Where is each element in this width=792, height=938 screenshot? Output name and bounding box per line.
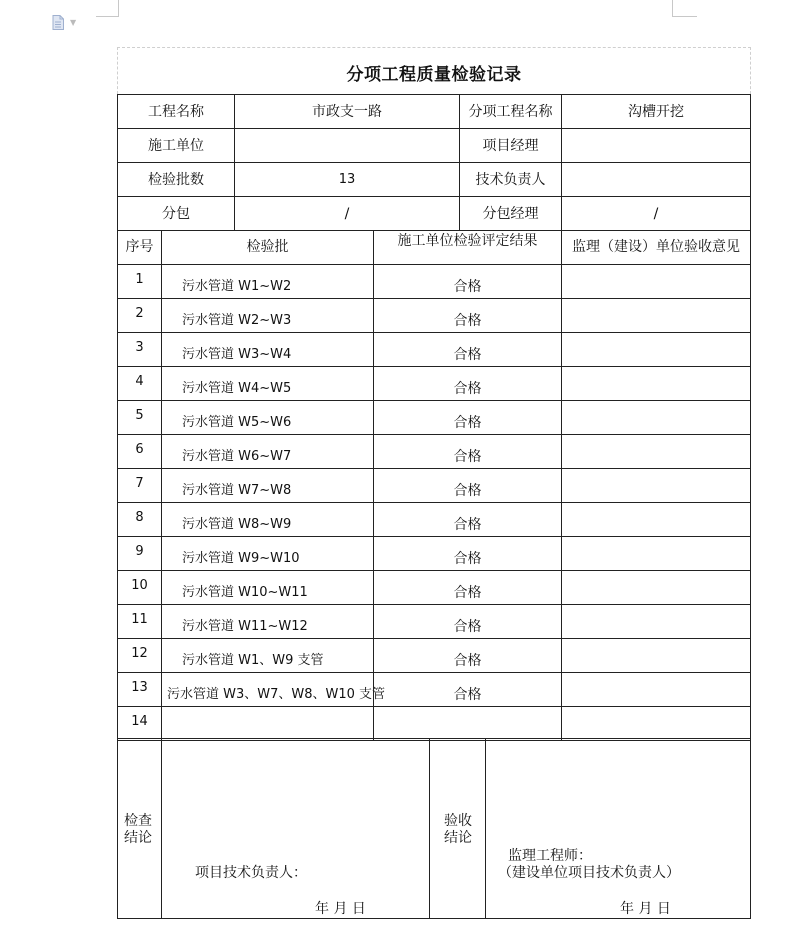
row-seq-cell: [117, 264, 162, 299]
row-opinion-cell[interactable]: [561, 434, 751, 469]
subcontract-value-cell[interactable]: [234, 196, 460, 231]
row-batch-cell[interactable]: [161, 332, 374, 367]
row-seq: 10: [131, 578, 148, 593]
subcontract-label: 分包: [162, 206, 190, 222]
row-opinion-cell[interactable]: [561, 604, 751, 639]
row-result-cell[interactable]: [373, 468, 562, 503]
row-batch: 污水管道 W11~W12: [182, 619, 308, 634]
row-result: 合格: [453, 619, 482, 635]
construction-unit-label: 施工单位: [148, 138, 204, 154]
row-batch-cell[interactable]: [161, 434, 374, 469]
accept-conclusion-cell[interactable]: [485, 738, 751, 919]
accept-conclusion-label-cell: [429, 738, 486, 919]
subproject-name-value-cell[interactable]: [561, 94, 751, 129]
row-result-cell[interactable]: [373, 366, 562, 401]
project-manager-value-cell[interactable]: [561, 128, 751, 163]
row-result: 合格: [453, 483, 482, 499]
row-seq: 8: [135, 510, 144, 525]
chevron-down-icon[interactable]: ▼: [70, 18, 77, 27]
row-batch-cell[interactable]: [161, 706, 374, 741]
row-batch: 污水管道 W4~W5: [182, 381, 292, 396]
project-name-value: 市政支一路: [312, 104, 382, 120]
crop-mark-left: [96, 0, 119, 17]
row-seq-cell: [117, 672, 162, 707]
row-batch: 污水管道 W10~W11: [182, 585, 308, 600]
check-conclusion-cell[interactable]: [161, 738, 430, 919]
row-seq-cell: [117, 434, 162, 469]
col-header-result-cell: [373, 230, 562, 265]
batch-count-value-cell[interactable]: [234, 162, 460, 197]
row-opinion-cell[interactable]: [561, 298, 751, 333]
check-conclusion-label-line2: 结论: [124, 830, 152, 846]
row-seq: 14: [131, 714, 148, 729]
row-seq: 4: [135, 374, 144, 389]
tech-lead-label: 技术负责人: [475, 172, 546, 188]
col-header-batch: 检验批: [246, 239, 289, 255]
row-batch-cell[interactable]: [161, 502, 374, 537]
row-result-cell[interactable]: [373, 604, 562, 639]
accept-conclusion-label-line2: 结论: [444, 830, 472, 846]
project-name-value-cell[interactable]: [234, 94, 460, 129]
row-seq: 11: [131, 612, 148, 627]
subcontract-manager-value: /: [653, 206, 659, 222]
row-batch-cell[interactable]: [161, 604, 374, 639]
row-result: 合格: [453, 313, 482, 329]
col-header-seq: 序号: [125, 239, 154, 255]
row-seq: 5: [135, 408, 144, 423]
check-conclusion-label-cell: [117, 738, 162, 919]
tech-lead-value-cell[interactable]: [561, 162, 751, 197]
batch-count-label: 检验批数: [148, 172, 204, 188]
row-result-cell[interactable]: [373, 332, 562, 367]
document-title: 分项工程质量检验记录: [346, 65, 522, 85]
check-date: 年 月 日: [315, 901, 366, 917]
row-batch-cell[interactable]: [161, 672, 386, 707]
tech-lead-label-cell: [459, 162, 562, 197]
row-seq: 7: [135, 476, 144, 491]
row-seq-cell: [117, 604, 162, 639]
row-opinion-cell[interactable]: [561, 672, 751, 707]
row-batch: 污水管道 W7~W8: [182, 483, 292, 498]
row-batch: 污水管道 W1~W2: [182, 279, 292, 294]
supervisor-signature-label: 监理工程师：: [508, 848, 592, 864]
row-seq-cell: [117, 332, 162, 367]
row-opinion-cell[interactable]: [561, 706, 751, 741]
row-result: 合格: [453, 347, 482, 363]
row-result: 合格: [453, 585, 482, 601]
title-area: [117, 47, 751, 94]
row-batch: 污水管道 W6~W7: [182, 449, 292, 464]
row-seq: 9: [135, 544, 144, 559]
row-result-cell[interactable]: [373, 264, 562, 299]
col-header-opinion: 监理（建设）单位验收意见: [572, 239, 740, 255]
row-batch: 污水管道 W1、W9 支管: [182, 653, 324, 668]
subproject-name-value: 沟槽开挖: [628, 104, 684, 120]
row-batch-cell[interactable]: [161, 400, 374, 435]
row-result: 合格: [453, 517, 482, 533]
construction-unit-value-cell[interactable]: [234, 128, 460, 163]
project-name-label: 工程名称: [148, 104, 204, 120]
row-opinion-cell[interactable]: [561, 502, 751, 537]
row-seq-cell: [117, 570, 162, 605]
row-batch-cell[interactable]: [161, 298, 374, 333]
row-opinion-cell[interactable]: [561, 264, 751, 299]
row-opinion-cell[interactable]: [561, 366, 751, 401]
row-result-cell[interactable]: [373, 706, 562, 741]
row-batch-cell[interactable]: [161, 366, 374, 401]
row-opinion-cell[interactable]: [561, 570, 751, 605]
crop-mark-right: [672, 0, 697, 17]
row-result-cell[interactable]: [373, 536, 562, 571]
subcontract-manager-value-cell[interactable]: [561, 196, 751, 231]
check-conclusion-label-line1: 检查: [124, 813, 152, 829]
row-batch-cell[interactable]: [161, 264, 374, 299]
row-result: 合格: [453, 687, 482, 703]
col-header-result: 施工单位检验评定结果: [397, 233, 538, 249]
row-opinion-cell[interactable]: [561, 638, 751, 673]
row-result: 合格: [453, 551, 482, 567]
row-opinion-cell[interactable]: [561, 332, 751, 367]
subproject-name-label-cell: [459, 94, 562, 129]
row-batch: 污水管道 W3、W7、W8、W10 支管: [167, 687, 386, 702]
accept-conclusion-label-line1: 验收: [444, 813, 472, 829]
row-seq: 2: [135, 306, 144, 321]
row-seq-cell: [117, 638, 162, 673]
row-result: 合格: [453, 449, 482, 465]
row-seq-cell: [117, 468, 162, 503]
project-manager-label: 项目经理: [482, 138, 539, 154]
row-result-cell[interactable]: [373, 638, 562, 673]
row-opinion-cell[interactable]: [561, 468, 751, 503]
row-batch-cell[interactable]: [161, 468, 374, 503]
row-seq: 12: [131, 646, 148, 661]
row-opinion-cell[interactable]: [561, 400, 751, 435]
row-batch: 污水管道 W8~W9: [182, 517, 292, 532]
row-result-cell[interactable]: [373, 502, 562, 537]
row-result-cell[interactable]: [373, 400, 562, 435]
row-seq-cell: [117, 298, 162, 333]
row-result: 合格: [453, 279, 482, 295]
subcontract-manager-label-cell: [459, 196, 562, 231]
row-result-cell[interactable]: [373, 298, 562, 333]
subcontract-manager-label: 分包经理: [482, 206, 539, 222]
batch-count-value: 13: [338, 172, 356, 187]
row-seq-cell: [117, 400, 162, 435]
row-seq-cell: [117, 706, 162, 741]
row-seq: 1: [135, 272, 144, 287]
row-batch: 污水管道 W3~W4: [182, 347, 292, 362]
row-result: 合格: [453, 381, 482, 397]
owner-tech-lead-signature-label: （建设单位项目技术负责人）: [498, 865, 680, 881]
project-manager-label-cell: [459, 128, 562, 163]
col-header-batch-cell: [161, 230, 374, 265]
row-batch-cell[interactable]: [161, 536, 374, 571]
row-result-cell[interactable]: [373, 570, 562, 605]
row-seq: 3: [135, 340, 144, 355]
row-opinion-cell[interactable]: [561, 536, 751, 571]
row-seq-cell: [117, 536, 162, 571]
row-batch: 污水管道 W2~W3: [182, 313, 292, 328]
row-seq: 6: [135, 442, 144, 457]
document-icon[interactable]: [52, 15, 64, 30]
project-name-label-cell: [117, 94, 235, 129]
row-batch: 污水管道 W9~W10: [182, 551, 300, 566]
accept-date: 年 月 日: [620, 901, 671, 917]
row-result-cell[interactable]: [373, 434, 562, 469]
batch-count-label-cell: [117, 162, 235, 197]
row-seq-cell: [117, 366, 162, 401]
row-seq-cell: [117, 502, 162, 537]
row-result: 合格: [453, 653, 482, 669]
col-header-opinion-cell: [561, 230, 751, 265]
construction-unit-label-cell: [117, 128, 235, 163]
subproject-name-label: 分项工程名称: [468, 104, 553, 120]
row-batch: 污水管道 W5~W6: [182, 415, 292, 430]
row-seq: 13: [131, 680, 148, 695]
row-result-cell[interactable]: [373, 672, 562, 707]
row-batch-cell[interactable]: [161, 570, 374, 605]
subcontract-value: /: [344, 206, 350, 222]
row-result: 合格: [453, 415, 482, 431]
project-tech-lead-signature-label: 项目技术负责人：: [195, 865, 307, 881]
subcontract-label-cell: [117, 196, 235, 231]
row-batch-cell[interactable]: [161, 638, 374, 673]
col-header-seq-cell: [117, 230, 162, 265]
